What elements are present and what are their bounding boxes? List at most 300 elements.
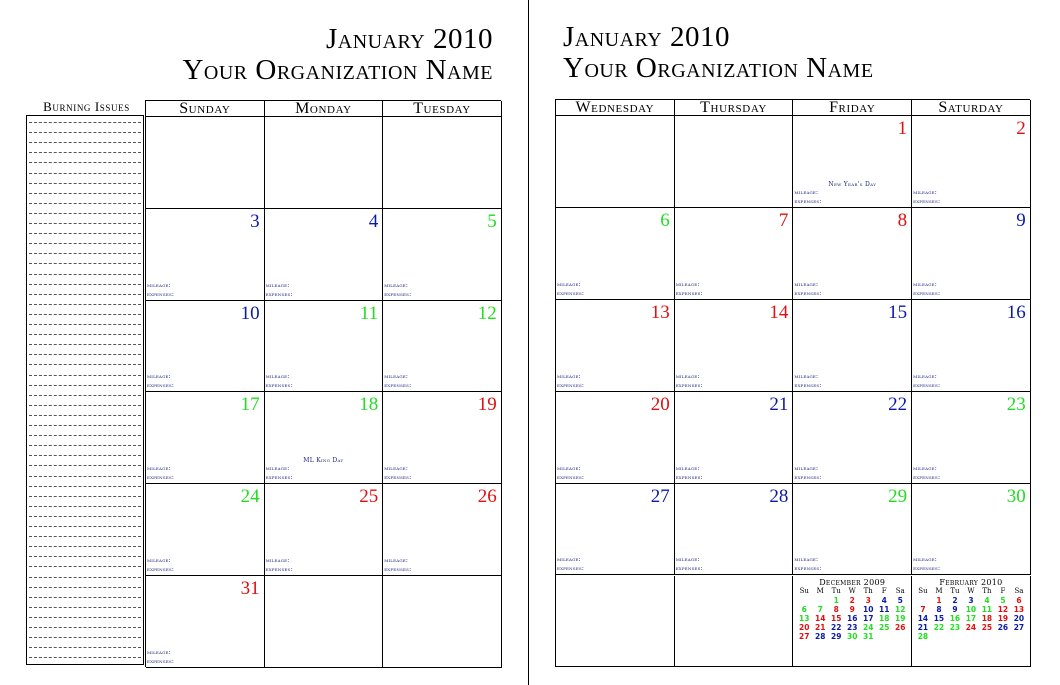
mileage-label: mileage: xyxy=(794,188,819,196)
ruled-line xyxy=(29,375,141,376)
mileage-label: mileage: xyxy=(913,464,937,472)
mileage-expenses-note xyxy=(676,280,703,298)
mini-day: 11 xyxy=(981,604,993,614)
day-cell[interactable] xyxy=(383,576,502,668)
mileage-label: mileage: xyxy=(913,556,937,564)
mini-calendar xyxy=(793,576,911,667)
mini-day xyxy=(995,632,1011,641)
mini-day: 27 xyxy=(799,631,810,641)
mini-day: 7 xyxy=(920,604,926,614)
ruled-line xyxy=(29,627,141,628)
ruled-line xyxy=(29,385,141,386)
day-cell[interactable] xyxy=(265,209,384,301)
mini-day: 6 xyxy=(1016,595,1022,605)
mileage-label: mileage: xyxy=(147,465,171,473)
expenses-label: expenses: xyxy=(675,565,703,573)
mileage-label: mileage: xyxy=(557,464,581,472)
ruled-line xyxy=(29,213,141,214)
mileage-label: mileage: xyxy=(557,372,581,380)
day-number: 4 xyxy=(368,210,379,232)
mini-day: 16 xyxy=(949,613,961,623)
left-page-title xyxy=(182,24,493,86)
ruled-line xyxy=(29,476,141,477)
ruled-line xyxy=(29,445,141,446)
day-cell[interactable] xyxy=(675,116,794,208)
day-cell[interactable] xyxy=(383,117,502,209)
day-number: 29 xyxy=(888,485,908,507)
mileage-label: mileage: xyxy=(265,465,290,473)
day-of-week-header: Wednesday xyxy=(556,100,675,116)
mini-day: 28 xyxy=(815,631,826,641)
ruled-line xyxy=(29,395,141,396)
day-number: 21 xyxy=(769,393,789,415)
mini-day xyxy=(947,632,963,641)
mileage-label: mileage: xyxy=(675,556,700,564)
day-number: 19 xyxy=(477,394,497,416)
expenses-label: expenses: xyxy=(557,289,585,297)
ruled-line xyxy=(29,536,141,537)
day-cell[interactable] xyxy=(265,117,384,209)
day-cell[interactable] xyxy=(383,301,502,393)
mini-day: 3 xyxy=(865,595,871,605)
mini-weekday: Su xyxy=(918,586,928,595)
mileage-expenses-note xyxy=(913,188,940,206)
organization-name: Your Organization Name xyxy=(182,54,493,86)
mileage-expenses-note xyxy=(384,372,411,390)
day-cell[interactable] xyxy=(146,576,265,668)
mini-weekday: Tu xyxy=(950,586,960,595)
mileage-label: mileage: xyxy=(384,465,409,473)
mini-day xyxy=(931,632,947,641)
mileage-expenses-note xyxy=(794,372,821,390)
ruled-line xyxy=(29,233,141,234)
mini-day: 10 xyxy=(965,604,977,614)
mileage-expenses-note xyxy=(557,555,584,573)
day-number: 26 xyxy=(477,486,497,508)
day-cell[interactable] xyxy=(556,392,675,484)
right-calendar-grid xyxy=(555,99,1030,667)
mileage-label: mileage: xyxy=(384,373,409,381)
expenses-label: expenses: xyxy=(384,290,412,298)
mini-day: 23 xyxy=(949,622,961,632)
mini-weekday: Th xyxy=(982,586,992,595)
mini-day: 20 xyxy=(1013,613,1025,623)
mini-calendar-row xyxy=(915,632,1027,641)
day-number: 15 xyxy=(888,301,908,323)
mileage-expenses-note xyxy=(557,372,584,390)
mini-day: 29 xyxy=(831,631,842,641)
day-number: 31 xyxy=(240,578,260,599)
mileage-expenses-note xyxy=(266,281,293,299)
mileage-expenses-note xyxy=(913,555,940,573)
day-cell[interactable] xyxy=(675,300,794,392)
mileage-label: mileage: xyxy=(265,373,290,381)
ruled-line xyxy=(29,566,141,567)
mini-day: 19 xyxy=(997,613,1009,623)
mileage-label: mileage: xyxy=(265,281,290,289)
expenses-label: expenses: xyxy=(675,381,703,389)
mini-day: 9 xyxy=(952,604,958,614)
mini-day xyxy=(979,632,995,641)
mini-weekday: W xyxy=(967,586,975,595)
mini-calendar-title: December 2009 xyxy=(819,577,886,587)
day-number: 13 xyxy=(650,301,670,323)
mileage-expenses-note xyxy=(913,372,940,390)
expenses-label: expenses: xyxy=(913,473,941,481)
mini-day: 11 xyxy=(879,604,890,614)
day-cell[interactable] xyxy=(793,392,912,484)
mini-weekday: Tu xyxy=(831,586,841,595)
day-of-week-header: Tuesday xyxy=(383,101,502,117)
day-cell[interactable] xyxy=(793,576,912,668)
mini-day: 12 xyxy=(997,604,1009,614)
mini-day xyxy=(796,596,812,605)
day-cell[interactable] xyxy=(912,116,1031,208)
day-cell[interactable] xyxy=(793,300,912,392)
mileage-label: mileage: xyxy=(794,556,819,564)
ruled-line xyxy=(29,253,141,254)
mileage-label: mileage: xyxy=(675,372,700,380)
day-cell[interactable] xyxy=(912,300,1031,392)
day-number: 2 xyxy=(1016,118,1026,139)
mileage-expenses-note xyxy=(913,280,940,298)
day-cell[interactable] xyxy=(146,392,265,484)
day-cell[interactable] xyxy=(383,484,502,576)
ruled-line xyxy=(29,577,141,578)
burning-issues-label: Burning Issues xyxy=(43,99,130,114)
mini-day: 18 xyxy=(879,613,890,623)
mileage-expenses-note xyxy=(676,464,703,482)
day-cell[interactable] xyxy=(793,208,912,300)
day-number: 7 xyxy=(778,209,789,231)
mileage-expenses-note xyxy=(557,464,584,482)
day-of-week-header: Saturday xyxy=(912,100,1031,116)
day-cell[interactable] xyxy=(265,301,384,393)
mileage-label: mileage: xyxy=(675,280,700,288)
mini-calendar-row xyxy=(915,614,1027,623)
ruled-line xyxy=(29,587,141,588)
ruled-line xyxy=(29,314,141,315)
mini-day: 18 xyxy=(981,613,993,623)
ruled-line xyxy=(29,203,141,204)
ruled-line xyxy=(29,162,141,163)
day-number: 8 xyxy=(897,209,908,231)
mileage-expenses-note xyxy=(147,648,174,666)
day-cell[interactable] xyxy=(146,484,265,576)
mini-day: 15 xyxy=(831,613,842,623)
day-number: 20 xyxy=(650,393,670,415)
ruled-line xyxy=(29,274,141,275)
mini-day: 2 xyxy=(849,595,855,605)
mini-day: 2 xyxy=(952,595,958,605)
mini-day: 16 xyxy=(847,613,858,623)
ruled-line xyxy=(29,415,141,416)
mini-calendar-row xyxy=(796,614,908,623)
day-cell[interactable] xyxy=(912,392,1031,484)
day-number: 18 xyxy=(359,394,379,416)
expenses-label: expenses: xyxy=(147,657,175,665)
mileage-label: mileage: xyxy=(147,281,171,289)
mini-calendar-title: February 2010 xyxy=(939,577,1003,587)
mini-calendar-row xyxy=(796,596,908,605)
mini-day: 26 xyxy=(895,622,906,632)
mini-day: 28 xyxy=(917,631,929,641)
mini-day: 30 xyxy=(847,631,858,641)
expenses-label: expenses: xyxy=(384,474,412,482)
ruled-line xyxy=(29,647,141,648)
mini-day: 13 xyxy=(1013,604,1025,614)
mileage-label: mileage: xyxy=(557,556,581,564)
mileage-expenses-note xyxy=(794,464,821,482)
day-cell[interactable] xyxy=(793,484,912,576)
day-number: 11 xyxy=(359,302,379,324)
mini-day: 1 xyxy=(936,595,942,605)
expenses-label: expenses: xyxy=(794,473,822,481)
ruled-line xyxy=(29,183,141,184)
ruled-line xyxy=(29,455,141,456)
expenses-label: expenses: xyxy=(794,381,822,389)
ruled-line xyxy=(29,354,141,355)
mileage-expenses-note xyxy=(384,281,411,299)
mini-day xyxy=(963,632,979,641)
mini-weekday: W xyxy=(848,586,856,595)
day-number: 28 xyxy=(769,485,789,507)
day-cell[interactable] xyxy=(556,116,675,208)
expenses-label: expenses: xyxy=(147,565,175,573)
expenses-label: expenses: xyxy=(557,565,585,573)
mileage-expenses-note xyxy=(676,372,703,390)
day-number: 22 xyxy=(888,393,908,415)
mileage-label: mileage: xyxy=(913,188,937,196)
mini-calendar-row xyxy=(915,623,1027,632)
mileage-label: mileage: xyxy=(384,281,409,289)
ruled-line xyxy=(29,516,141,517)
ruled-line xyxy=(29,526,141,527)
mini-weekday: F xyxy=(1000,586,1006,595)
ruled-line xyxy=(29,597,141,598)
mileage-label: mileage: xyxy=(913,372,937,380)
expenses-label: expenses: xyxy=(557,473,585,481)
day-number: 14 xyxy=(769,301,789,323)
mini-day: 17 xyxy=(863,613,874,623)
mini-day: 24 xyxy=(965,622,977,632)
ruled-line xyxy=(29,304,141,305)
expenses-label: expenses: xyxy=(147,474,175,482)
expenses-label: expenses: xyxy=(675,473,703,481)
mini-day: 14 xyxy=(815,613,826,623)
day-cell[interactable] xyxy=(556,300,675,392)
expenses-label: expenses: xyxy=(265,382,293,390)
day-cell[interactable] xyxy=(675,484,794,576)
ruled-line xyxy=(29,263,141,264)
ruled-line xyxy=(29,284,141,285)
mileage-expenses-note xyxy=(266,372,293,390)
left-calendar-grid xyxy=(145,100,501,667)
day-cell[interactable] xyxy=(265,484,384,576)
ruled-line xyxy=(29,486,141,487)
mileage-expenses-note xyxy=(384,464,411,482)
day-number: 12 xyxy=(477,302,497,324)
mileage-expenses-note xyxy=(266,556,293,574)
day-cell[interactable] xyxy=(912,576,1031,668)
mini-calendar-row xyxy=(796,623,908,632)
ruled-line xyxy=(29,324,141,325)
ruled-line xyxy=(29,152,141,153)
mini-day xyxy=(876,632,892,641)
mini-day: 12 xyxy=(895,604,906,614)
mileage-label: mileage: xyxy=(265,556,290,564)
day-cell[interactable] xyxy=(383,392,502,484)
mini-day: 4 xyxy=(984,595,990,605)
mileage-expenses-note xyxy=(384,556,411,574)
ruled-line xyxy=(29,657,141,658)
day-number: 27 xyxy=(650,485,670,507)
mileage-label: mileage: xyxy=(147,648,171,656)
day-number: 3 xyxy=(250,210,260,232)
expenses-label: expenses: xyxy=(794,289,822,297)
day-cell[interactable] xyxy=(793,116,912,208)
right-page-title xyxy=(563,22,874,84)
mini-day: 21 xyxy=(917,622,929,632)
mini-calendar-weekday-row xyxy=(796,587,908,596)
ruled-line xyxy=(29,243,141,244)
mini-day: 15 xyxy=(933,613,945,623)
expenses-label: expenses: xyxy=(265,474,293,482)
ruled-line xyxy=(29,193,141,194)
mini-day: 10 xyxy=(863,604,874,614)
day-cell[interactable] xyxy=(556,484,675,576)
expenses-label: expenses: xyxy=(147,290,175,298)
expenses-label: expenses: xyxy=(265,565,293,573)
ruled-line xyxy=(29,122,141,123)
mini-day: 17 xyxy=(965,613,977,623)
mini-day xyxy=(812,596,828,605)
day-cell[interactable] xyxy=(146,301,265,393)
mini-day: 8 xyxy=(936,604,942,614)
mini-day: 26 xyxy=(997,622,1009,632)
mini-day: 22 xyxy=(831,622,842,632)
holiday-label: New Year's Day xyxy=(828,180,877,188)
mini-day: 20 xyxy=(799,622,810,632)
mini-day: 31 xyxy=(863,631,874,641)
mileage-expenses-note xyxy=(147,556,174,574)
mileage-label: mileage: xyxy=(913,280,937,288)
expenses-label: expenses: xyxy=(675,289,703,297)
mileage-expenses-note xyxy=(794,555,821,573)
day-of-week-header: Friday xyxy=(793,100,912,116)
expenses-label: expenses: xyxy=(384,565,412,573)
mini-day: 22 xyxy=(933,622,945,632)
expenses-label: expenses: xyxy=(794,565,822,573)
day-number: 24 xyxy=(240,486,260,508)
mini-day: 13 xyxy=(799,613,810,623)
mileage-expenses-note xyxy=(266,464,293,482)
day-cell[interactable] xyxy=(675,576,794,668)
ruled-line xyxy=(29,364,141,365)
ruled-line xyxy=(29,435,141,436)
mini-day: 25 xyxy=(879,622,890,632)
ruled-line xyxy=(29,506,141,507)
expenses-label: expenses: xyxy=(794,197,822,205)
mini-calendar-row xyxy=(796,632,908,641)
mini-day: 6 xyxy=(801,604,807,614)
ruled-line xyxy=(29,496,141,497)
expenses-label: expenses: xyxy=(913,381,941,389)
expenses-label: expenses: xyxy=(913,197,941,205)
day-cell[interactable] xyxy=(675,208,794,300)
expenses-label: expenses: xyxy=(384,382,412,390)
day-of-week-header: Thursday xyxy=(675,100,794,116)
day-number: 16 xyxy=(1006,301,1026,323)
burning-issues-box[interactable] xyxy=(26,115,144,665)
mini-weekday: M xyxy=(935,586,943,595)
mini-weekday: F xyxy=(881,586,887,595)
mini-calendar-table xyxy=(796,587,908,641)
ruled-line xyxy=(29,637,141,638)
day-cell[interactable] xyxy=(383,209,502,301)
ruled-line xyxy=(29,344,141,345)
day-cell[interactable] xyxy=(912,208,1031,300)
mini-day: 24 xyxy=(863,622,874,632)
day-number: 9 xyxy=(1016,209,1026,231)
mini-day: 8 xyxy=(833,604,839,614)
mini-day xyxy=(892,632,908,641)
mileage-expenses-note xyxy=(557,280,584,298)
mileage-expenses-note xyxy=(676,555,703,573)
expenses-label: expenses: xyxy=(913,289,941,297)
day-number: 17 xyxy=(240,394,260,416)
mileage-expenses-note xyxy=(913,464,940,482)
day-cell[interactable] xyxy=(146,117,265,209)
mini-calendar-weekday-row xyxy=(915,587,1027,596)
mini-day: 21 xyxy=(815,622,826,632)
ruled-line xyxy=(29,465,141,466)
day-cell[interactable] xyxy=(556,576,675,668)
mini-day xyxy=(1011,632,1027,641)
day-number: 30 xyxy=(1006,485,1026,507)
day-of-week-header: Monday xyxy=(265,101,384,117)
day-cell[interactable] xyxy=(912,484,1031,576)
mini-day: 14 xyxy=(917,613,929,623)
ruled-line xyxy=(29,607,141,608)
day-number: 6 xyxy=(660,209,670,231)
day-of-week-header: Sunday xyxy=(146,101,265,117)
day-cell[interactable] xyxy=(675,392,794,484)
month-title: January 2010 xyxy=(563,21,730,53)
expenses-label: expenses: xyxy=(265,290,293,298)
mini-calendar-row xyxy=(915,596,1027,605)
mileage-label: mileage: xyxy=(794,464,819,472)
day-cell[interactable] xyxy=(146,209,265,301)
ruled-line xyxy=(29,405,141,406)
mileage-label: mileage: xyxy=(794,372,819,380)
day-number: 5 xyxy=(487,210,497,232)
mini-calendar-table xyxy=(915,587,1027,641)
mini-weekday: Sa xyxy=(895,586,905,595)
mini-day: 9 xyxy=(849,604,855,614)
day-cell[interactable] xyxy=(556,208,675,300)
mini-day: 27 xyxy=(1013,622,1025,632)
day-number: 1 xyxy=(897,118,908,139)
day-number: 25 xyxy=(359,486,379,508)
day-cell[interactable] xyxy=(265,576,384,668)
day-cell[interactable] xyxy=(265,392,384,484)
ruled-line xyxy=(29,142,141,143)
mileage-expenses-note xyxy=(147,464,174,482)
day-number: 10 xyxy=(240,302,260,324)
mileage-label: mileage: xyxy=(147,556,171,564)
mileage-expenses-note xyxy=(147,281,174,299)
